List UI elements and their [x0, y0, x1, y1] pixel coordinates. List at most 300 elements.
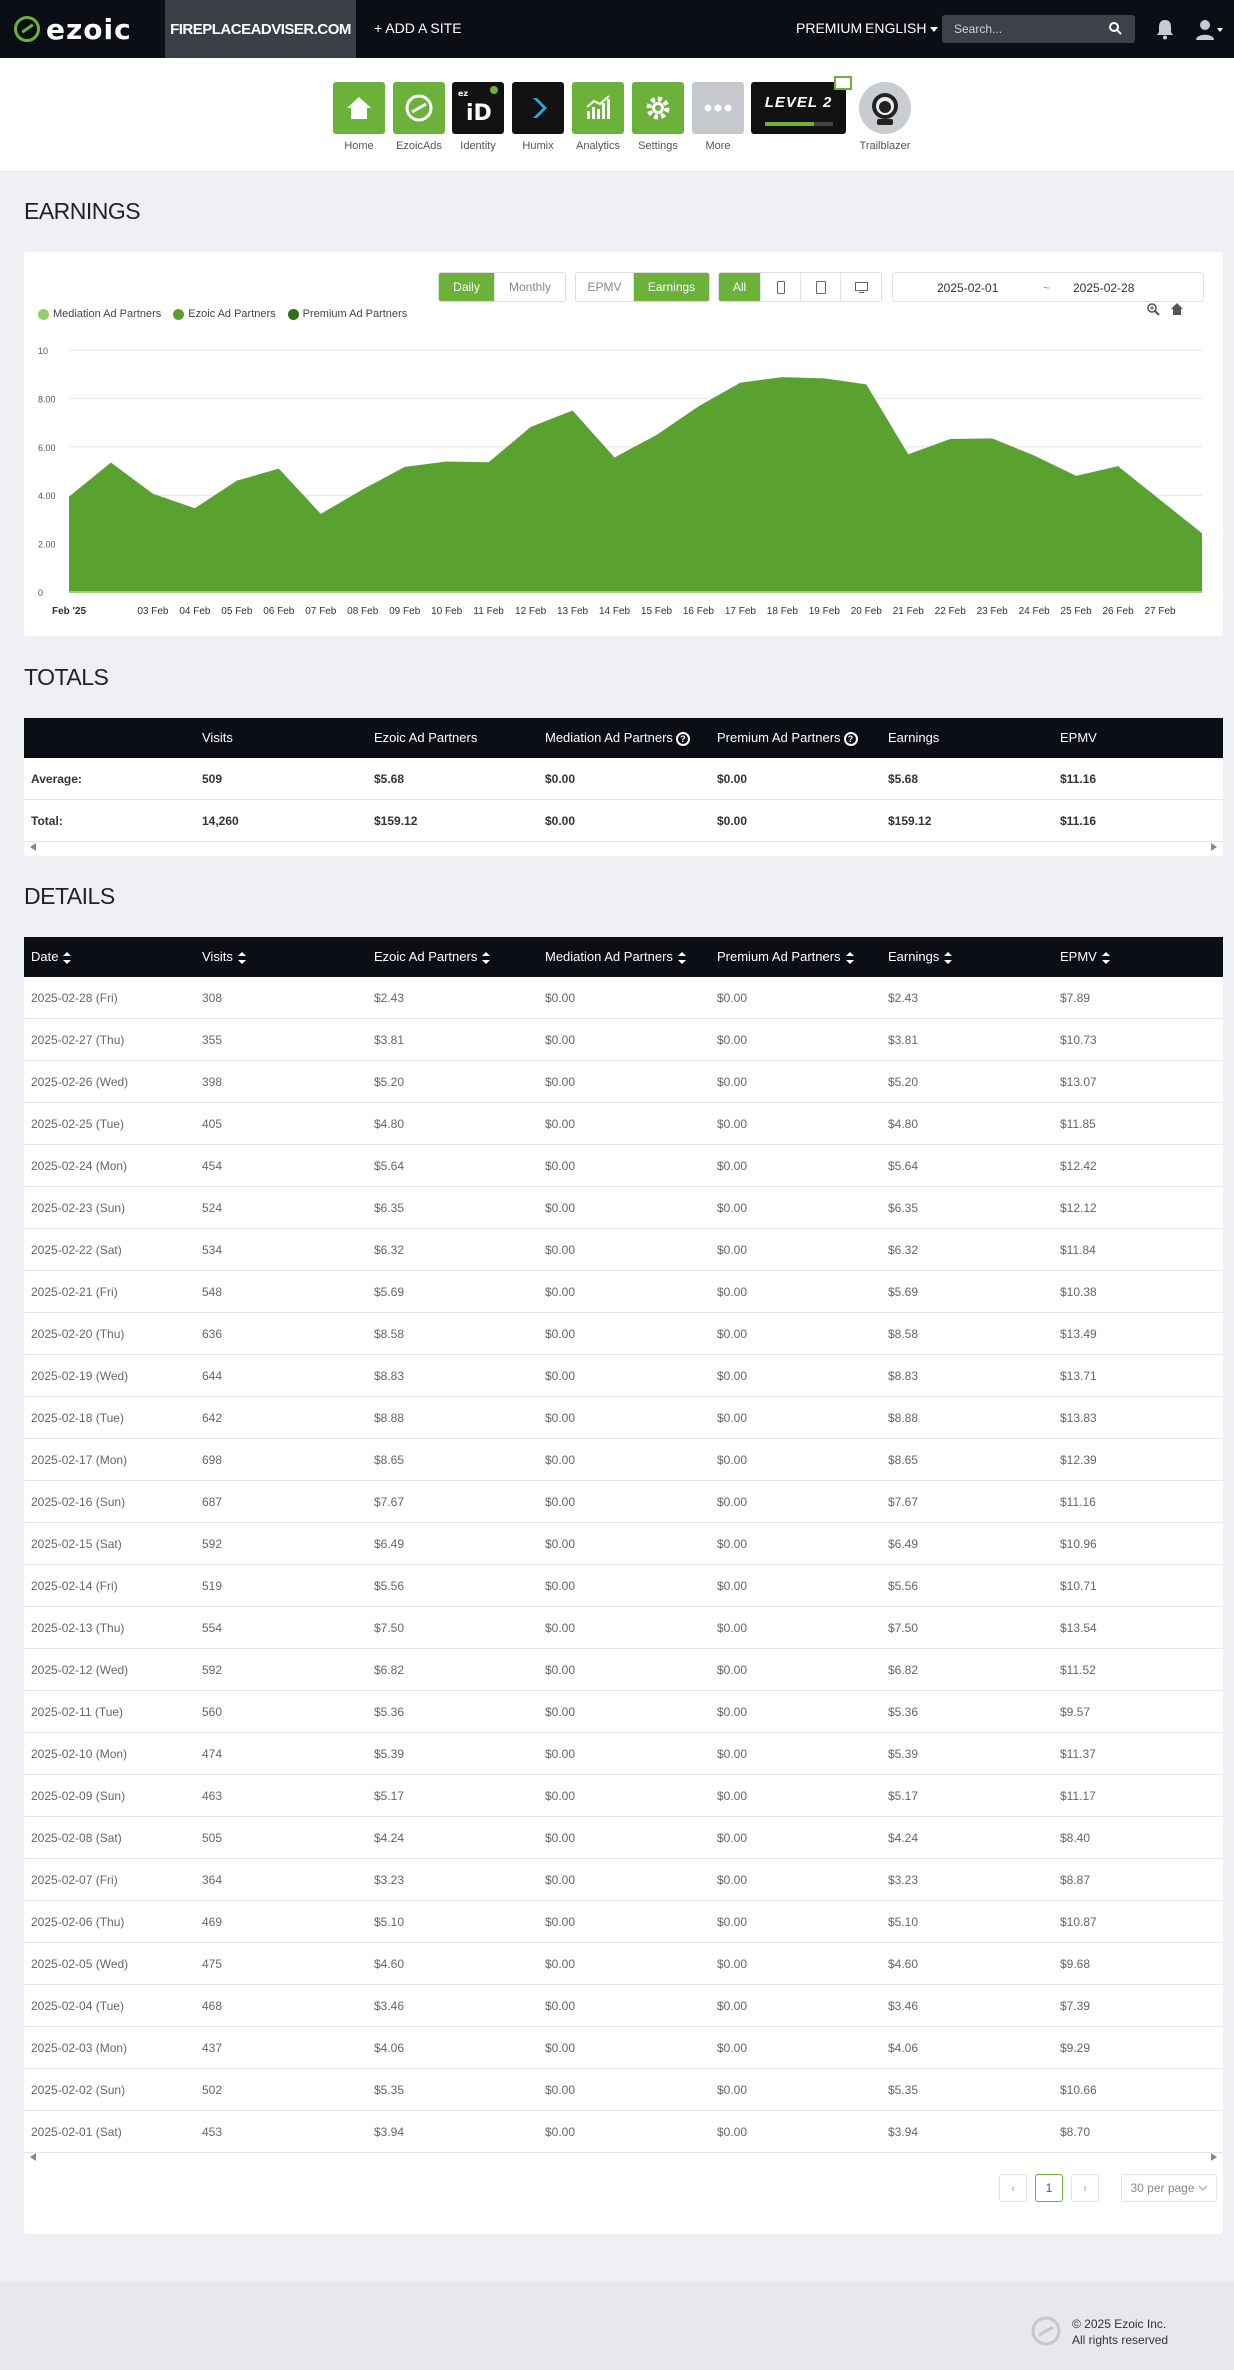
- table-row: [24, 1901, 1223, 1943]
- desktop-button[interactable]: [841, 273, 881, 301]
- x-tick-label: 14 Feb: [598, 606, 631, 617]
- cell: $0.00: [545, 991, 576, 1005]
- cell: 2025-02-02 (Sun): [31, 2083, 126, 2097]
- cell: 2025-02-09 (Sun): [31, 1789, 126, 1803]
- cell: $7.67: [888, 1495, 919, 1509]
- level-progress-bar: [765, 122, 833, 126]
- app-home[interactable]: [333, 82, 385, 152]
- cell: $0.00: [717, 1999, 748, 2013]
- caret-down-icon: [930, 27, 938, 32]
- cell: 2025-02-27 (Thu): [31, 1033, 125, 1047]
- scroll-left-icon[interactable]: [30, 2153, 36, 2161]
- cell: $2.43: [374, 991, 405, 1005]
- cell: $0.00: [545, 1453, 576, 1467]
- cell: $11.17: [1060, 1789, 1096, 1803]
- zoom-icon[interactable]: [1146, 302, 1160, 316]
- cell: $0.00: [545, 1831, 576, 1845]
- cell: 474: [202, 1747, 223, 1761]
- per-page-label: 30 per page: [1130, 2181, 1195, 2195]
- details-col-earnings[interactable]: [888, 949, 952, 964]
- cell: 2025-02-08 (Sat): [31, 1831, 122, 1845]
- x-tick-label: 26 Feb: [1102, 606, 1134, 617]
- cell: 453: [202, 2125, 223, 2139]
- cell: $0.00: [717, 1621, 748, 1635]
- legend-label: Ezoic Ad Partners: [188, 308, 276, 320]
- cell: $0.00: [717, 772, 748, 786]
- cell: $6.35: [374, 1201, 405, 1215]
- x-tick-label: 06 Feb: [263, 606, 295, 617]
- cell: $0.00: [545, 1201, 576, 1215]
- cell: $0.00: [717, 1243, 748, 1257]
- app-label: Settings: [638, 140, 678, 152]
- chart-tools: [1146, 302, 1184, 316]
- cell: $8.40: [1060, 1831, 1091, 1845]
- user-menu-icon[interactable]: [1195, 18, 1223, 40]
- cell: 524: [202, 1201, 223, 1215]
- app-label: Analytics: [575, 140, 621, 152]
- cell: $0.00: [717, 1579, 748, 1593]
- help-icon[interactable]: ?: [676, 732, 690, 746]
- cell: $0.00: [545, 772, 576, 786]
- cell: $4.60: [374, 1957, 405, 1971]
- table-row: [24, 1565, 1223, 1607]
- cell: $6.32: [888, 1243, 919, 1257]
- cell: $5.69: [888, 1285, 919, 1299]
- cell: $12.42: [1060, 1159, 1097, 1173]
- earnings-button[interactable]: Earnings: [634, 273, 709, 301]
- cell: 437: [202, 2041, 223, 2055]
- cell: $5.17: [888, 1789, 919, 1803]
- cell: $10.71: [1060, 1579, 1097, 1593]
- ezoic-logo[interactable]: [14, 14, 132, 44]
- desktop-icon: [855, 282, 868, 293]
- cell: $6.49: [374, 1537, 405, 1551]
- tablet-button[interactable]: [801, 273, 841, 301]
- cell: 2025-02-17 (Mon): [31, 1453, 128, 1467]
- x-tick-label: 23 Feb: [976, 606, 1008, 617]
- x-tick-label: 08 Feb: [347, 606, 379, 617]
- x-tick-label: 24 Feb: [1018, 606, 1050, 617]
- cell: $8.87: [1060, 1873, 1091, 1887]
- cell: $0.00: [717, 1789, 748, 1803]
- cell: $11.16: [1060, 772, 1097, 786]
- table-row: [24, 1817, 1223, 1859]
- cell: $0.00: [545, 2083, 576, 2097]
- x-tick-label: 12 Feb: [515, 606, 547, 617]
- table-row: [24, 1985, 1223, 2027]
- copyright: [1072, 2316, 1168, 2348]
- x-tick-label: 10 Feb: [431, 606, 463, 617]
- earnings-title: EARNINGS: [24, 198, 141, 224]
- cell: $0.00: [545, 1033, 576, 1047]
- app-humix[interactable]: [512, 82, 564, 152]
- mobile-button[interactable]: [761, 273, 801, 301]
- cell: $5.68: [888, 772, 919, 786]
- cell: $0.00: [717, 2083, 748, 2097]
- details-col-mediation[interactable]: [545, 949, 686, 964]
- cell: $12.39: [1060, 1453, 1097, 1467]
- cell: 2025-02-07 (Fri): [31, 1873, 118, 1887]
- cell: $0.00: [717, 1831, 748, 1845]
- cell: Average:: [31, 772, 82, 786]
- all-devices-button[interactable]: All: [719, 273, 761, 301]
- cell: $0.00: [717, 1663, 748, 1677]
- cell: $0.00: [545, 1075, 576, 1089]
- cell: 308: [202, 991, 223, 1005]
- header-label: EPMV: [1060, 949, 1097, 964]
- level-label: LEVEL 2: [764, 94, 833, 111]
- language-label: ENGLISH: [865, 20, 927, 36]
- cell: $0.00: [545, 1621, 576, 1635]
- legend-label: Mediation Ad Partners: [53, 308, 162, 320]
- cell: $3.94: [888, 2125, 919, 2139]
- table-row: [24, 1691, 1223, 1733]
- mobile-icon: [777, 281, 785, 294]
- level-badge[interactable]: [751, 82, 846, 134]
- header-label: Premium Ad Partners: [717, 730, 841, 745]
- svg-text:iD: iD: [466, 101, 492, 126]
- app-label: EzoicAds: [396, 140, 442, 152]
- ezoic-area: [69, 377, 1202, 592]
- cell: $0.00: [717, 814, 748, 828]
- cell: $5.10: [888, 1915, 919, 1929]
- details-col-visits[interactable]: [202, 949, 246, 964]
- cell: 2025-02-16 (Sun): [31, 1495, 126, 1509]
- app-settings[interactable]: [632, 82, 684, 152]
- app-label: Humix: [522, 140, 554, 152]
- cell: $13.83: [1060, 1411, 1097, 1425]
- legend-dot: [38, 309, 49, 320]
- header-label: Premium Ad Partners: [717, 949, 841, 964]
- cell: 2025-02-19 (Wed): [31, 1369, 129, 1383]
- cell: $9.29: [1060, 2041, 1091, 2055]
- humix-icon: [512, 82, 564, 134]
- cell: $4.24: [374, 1831, 405, 1845]
- cell: 502: [202, 2083, 223, 2097]
- cell: $6.82: [888, 1663, 919, 1677]
- totals-scrollbar[interactable]: [24, 840, 1223, 854]
- app-more[interactable]: [692, 82, 744, 152]
- app-label: Home: [344, 140, 374, 152]
- add-site-link[interactable]: + ADD A SITE: [374, 20, 462, 36]
- table-row: [24, 1775, 1223, 1817]
- cell: $0.00: [717, 1453, 748, 1467]
- cell: 2025-02-14 (Fri): [31, 1579, 118, 1593]
- cell: $6.49: [888, 1537, 919, 1551]
- cell: 2025-02-26 (Wed): [31, 1075, 129, 1089]
- table-row: [24, 1103, 1223, 1145]
- more-icon: [692, 82, 744, 134]
- details-col-epmv[interactable]: [1060, 949, 1110, 964]
- trailblazer-label: Trailblazer: [859, 140, 911, 152]
- cell: $0.00: [717, 1369, 748, 1383]
- table-row: [24, 2111, 1223, 2153]
- x-tick-label: 20 Feb: [850, 606, 882, 617]
- app-label: Identity: [460, 140, 496, 152]
- per-page-select[interactable]: [1121, 2174, 1217, 2202]
- cell: $5.39: [374, 1747, 405, 1761]
- cell: 548: [202, 1285, 223, 1299]
- legend-item[interactable]: [288, 308, 408, 320]
- y-tick-label: 6.00: [38, 442, 56, 453]
- cell: $8.65: [374, 1453, 405, 1467]
- table-row: [24, 1607, 1223, 1649]
- cell: 355: [202, 1033, 223, 1047]
- cell: 534: [202, 1243, 223, 1257]
- cell: $3.46: [374, 1999, 405, 2013]
- analytics-icon: [572, 82, 624, 134]
- cell: $5.36: [374, 1705, 405, 1719]
- totals-col-visits: Visits: [202, 730, 233, 745]
- header-label: Visits: [202, 949, 233, 964]
- app-identity[interactable]: [452, 82, 504, 152]
- cell: $3.94: [374, 2125, 405, 2139]
- sort-icon: [63, 952, 71, 964]
- x-tick-label: 05 Feb: [221, 606, 253, 617]
- cell: $13.49: [1060, 1327, 1097, 1341]
- sort-icon: [678, 952, 686, 964]
- cell: 560: [202, 1705, 223, 1719]
- header-label: Mediation Ad Partners: [545, 730, 673, 745]
- x-tick-label: 16 Feb: [682, 606, 715, 617]
- cell: $5.56: [374, 1579, 405, 1593]
- help-icon[interactable]: ?: [844, 732, 858, 746]
- cell: $0.00: [717, 1327, 748, 1341]
- table-row: [24, 1355, 1223, 1397]
- mail-icon[interactable]: [834, 76, 852, 90]
- cell: $5.17: [374, 1789, 405, 1803]
- legend-dot: [288, 309, 299, 320]
- cell: $0.00: [545, 1117, 576, 1131]
- cell: 468: [202, 1999, 223, 2013]
- cell: 475: [202, 1957, 223, 1971]
- trailblazer-avatar-icon: [859, 82, 911, 134]
- cell: $8.65: [888, 1453, 919, 1467]
- cell: $0.00: [545, 1495, 576, 1509]
- cell: $7.67: [374, 1495, 405, 1509]
- totals-col-premium: [717, 730, 858, 746]
- table-row: [24, 1187, 1223, 1229]
- totals-row-average: [24, 758, 1223, 800]
- cell: 554: [202, 1621, 223, 1635]
- cell: 2025-02-25 (Tue): [31, 1117, 124, 1131]
- cell: $0.00: [717, 1117, 748, 1131]
- x-tick-label: Feb '25: [51, 606, 87, 617]
- cell: $0.00: [717, 1201, 748, 1215]
- cell: $0.00: [717, 1747, 748, 1761]
- cell: $0.00: [545, 2125, 576, 2139]
- table-row: [24, 1145, 1223, 1187]
- cell: 644: [202, 1369, 223, 1383]
- x-tick-label: 17 Feb: [724, 606, 756, 617]
- cell: $8.88: [374, 1411, 405, 1425]
- cell: $11.85: [1060, 1117, 1096, 1131]
- table-row: [24, 977, 1223, 1019]
- date-range-picker[interactable]: [892, 272, 1204, 302]
- cell: 2025-02-22 (Sat): [31, 1243, 122, 1257]
- ezoic-footer-logo-icon: [1030, 2315, 1062, 2347]
- daily-button[interactable]: Daily: [439, 273, 495, 301]
- cell: $0.00: [717, 1873, 748, 1887]
- cell: 2025-02-23 (Sun): [31, 1201, 126, 1215]
- details-title: DETAILS: [24, 883, 115, 909]
- cell: $5.64: [888, 1159, 919, 1173]
- cell: $0.00: [545, 1957, 576, 1971]
- cell: $0.00: [717, 2125, 748, 2139]
- cell: 469: [202, 1915, 223, 1929]
- cell: $4.24: [888, 1831, 919, 1845]
- details-col-premium[interactable]: [717, 949, 854, 964]
- copyright-line2: All rights reserved: [1072, 2333, 1169, 2347]
- cell: $0.00: [717, 1957, 748, 1971]
- cell: $4.60: [888, 1957, 919, 1971]
- trailblazer-badge[interactable]: [857, 82, 913, 152]
- date-from: 2025-02-01: [937, 281, 999, 295]
- totals-row-total: [24, 800, 1223, 842]
- scroll-left-icon[interactable]: [30, 843, 36, 851]
- search-icon[interactable]: [1108, 21, 1122, 35]
- cell: 2025-02-05 (Wed): [31, 1957, 129, 1971]
- cell: $10.73: [1060, 1033, 1097, 1047]
- cell: 2025-02-10 (Mon): [31, 1747, 128, 1761]
- next-page-button[interactable]: ›: [1071, 2174, 1099, 2202]
- cell: $3.46: [888, 1999, 919, 2013]
- scroll-right-icon[interactable]: [1211, 843, 1217, 851]
- cell: 2025-02-01 (Sat): [31, 2125, 122, 2139]
- monthly-button[interactable]: Monthly: [495, 273, 565, 301]
- premium-link[interactable]: PREMIUM: [796, 20, 863, 36]
- chevron-down-icon: [1198, 2184, 1208, 2192]
- cell: $0.00: [545, 1789, 576, 1803]
- svg-text:ez: ez: [458, 89, 469, 98]
- cell: $0.00: [717, 1033, 748, 1047]
- legend-label: Premium Ad Partners: [302, 308, 408, 320]
- details-scrollbar[interactable]: [24, 2150, 1223, 2164]
- sort-icon: [1102, 952, 1110, 964]
- cell: 2025-02-06 (Thu): [31, 1915, 125, 1929]
- y-tick-label: 10: [38, 346, 49, 356]
- cell: $0.00: [545, 1159, 576, 1173]
- cell: 505: [202, 1831, 223, 1845]
- table-row: [24, 1523, 1223, 1565]
- totals-col-ezoic: Ezoic Ad Partners: [374, 730, 478, 745]
- cell: $0.00: [545, 1747, 576, 1761]
- cell: $6.35: [888, 1201, 919, 1215]
- search-input[interactable]: [942, 15, 1135, 43]
- bell-icon[interactable]: [1155, 18, 1175, 40]
- cell: $3.23: [888, 1873, 919, 1887]
- details-col-date[interactable]: [31, 949, 71, 964]
- sort-icon: [482, 952, 490, 964]
- site-selector[interactable]: FIREPLACEADVISER.COM: [165, 0, 356, 58]
- app-label: More: [705, 140, 731, 152]
- cell: $3.23: [374, 1873, 405, 1887]
- table-row: [24, 1313, 1223, 1355]
- cell: 2025-02-21 (Fri): [31, 1285, 118, 1299]
- language-dropdown[interactable]: [865, 20, 938, 36]
- x-tick-label: 09 Feb: [389, 606, 421, 617]
- cell: $0.00: [545, 1873, 576, 1887]
- header-label: Mediation Ad Partners: [545, 949, 673, 964]
- page-1-button[interactable]: 1: [1035, 2174, 1063, 2202]
- sort-icon: [846, 952, 854, 964]
- cell: $3.81: [374, 1033, 405, 1047]
- scroll-right-icon[interactable]: [1211, 2153, 1217, 2161]
- cell: 2025-02-11 (Tue): [31, 1705, 124, 1719]
- cell: 2025-02-13 (Thu): [31, 1621, 125, 1635]
- cell: 364: [202, 1873, 223, 1887]
- cell: $10.96: [1060, 1537, 1097, 1551]
- reset-home-icon[interactable]: [1170, 302, 1184, 316]
- cell: 2025-02-03 (Mon): [31, 2041, 128, 2055]
- table-row: [24, 1649, 1223, 1691]
- cell: $0.00: [717, 1411, 748, 1425]
- cell: $7.39: [1060, 1999, 1091, 2013]
- cell: $11.52: [1060, 1663, 1096, 1677]
- x-tick-label: 27 Feb: [1144, 606, 1176, 617]
- table-row: [24, 1397, 1223, 1439]
- cell: 592: [202, 1537, 223, 1551]
- cell: $8.70: [1060, 2125, 1091, 2139]
- cell: $9.68: [1060, 1957, 1091, 1971]
- cell: $0.00: [545, 1915, 576, 1929]
- cell: $5.35: [888, 2083, 919, 2097]
- app-bar: [0, 58, 1234, 172]
- cell: $5.36: [888, 1705, 919, 1719]
- metric-toggle: [575, 272, 710, 302]
- cell: 2025-02-20 (Thu): [31, 1327, 125, 1341]
- cell: 687: [202, 1495, 223, 1509]
- app-analytics[interactable]: [572, 82, 624, 152]
- cell: $0.00: [717, 1537, 748, 1551]
- table-row: [24, 1229, 1223, 1271]
- details-col-ezoic[interactable]: [374, 949, 490, 964]
- cell: $11.16: [1060, 814, 1097, 828]
- legend-item[interactable]: [173, 308, 275, 320]
- x-tick-label: 21 Feb: [892, 606, 924, 617]
- earnings-card: [24, 252, 1223, 636]
- epmv-button[interactable]: EPMV: [576, 273, 634, 301]
- prev-page-button[interactable]: ‹: [999, 2174, 1027, 2202]
- cell: $4.06: [374, 2041, 405, 2055]
- cell: $2.43: [888, 991, 919, 1005]
- y-tick-label: 8.00: [38, 394, 56, 405]
- cell: $11.84: [1060, 1243, 1096, 1257]
- details-header: [24, 937, 1223, 977]
- cell: $4.80: [888, 1117, 919, 1131]
- cell: $4.80: [374, 1117, 405, 1131]
- header-label: Earnings: [888, 949, 940, 964]
- details-card: [24, 937, 1223, 2234]
- cell: 2025-02-04 (Tue): [31, 1999, 124, 2013]
- device-toggle: [718, 272, 882, 302]
- cell: $10.66: [1060, 2083, 1097, 2097]
- x-tick-label: 07 Feb: [305, 606, 337, 617]
- cell: 454: [202, 1159, 223, 1173]
- gear-icon: [632, 82, 684, 134]
- date-separator: ~: [1043, 281, 1051, 295]
- top-nav: [0, 0, 1234, 58]
- legend-item[interactable]: [38, 308, 161, 320]
- logo-text: ezoic: [46, 12, 132, 46]
- table-row: [24, 1733, 1223, 1775]
- cell: $5.10: [374, 1915, 405, 1929]
- legend-dot: [173, 309, 184, 320]
- x-tick-label: 04 Feb: [179, 606, 211, 617]
- cell: $7.50: [374, 1621, 405, 1635]
- totals-col-mediation: [545, 730, 690, 746]
- cell: $0.00: [545, 1369, 576, 1383]
